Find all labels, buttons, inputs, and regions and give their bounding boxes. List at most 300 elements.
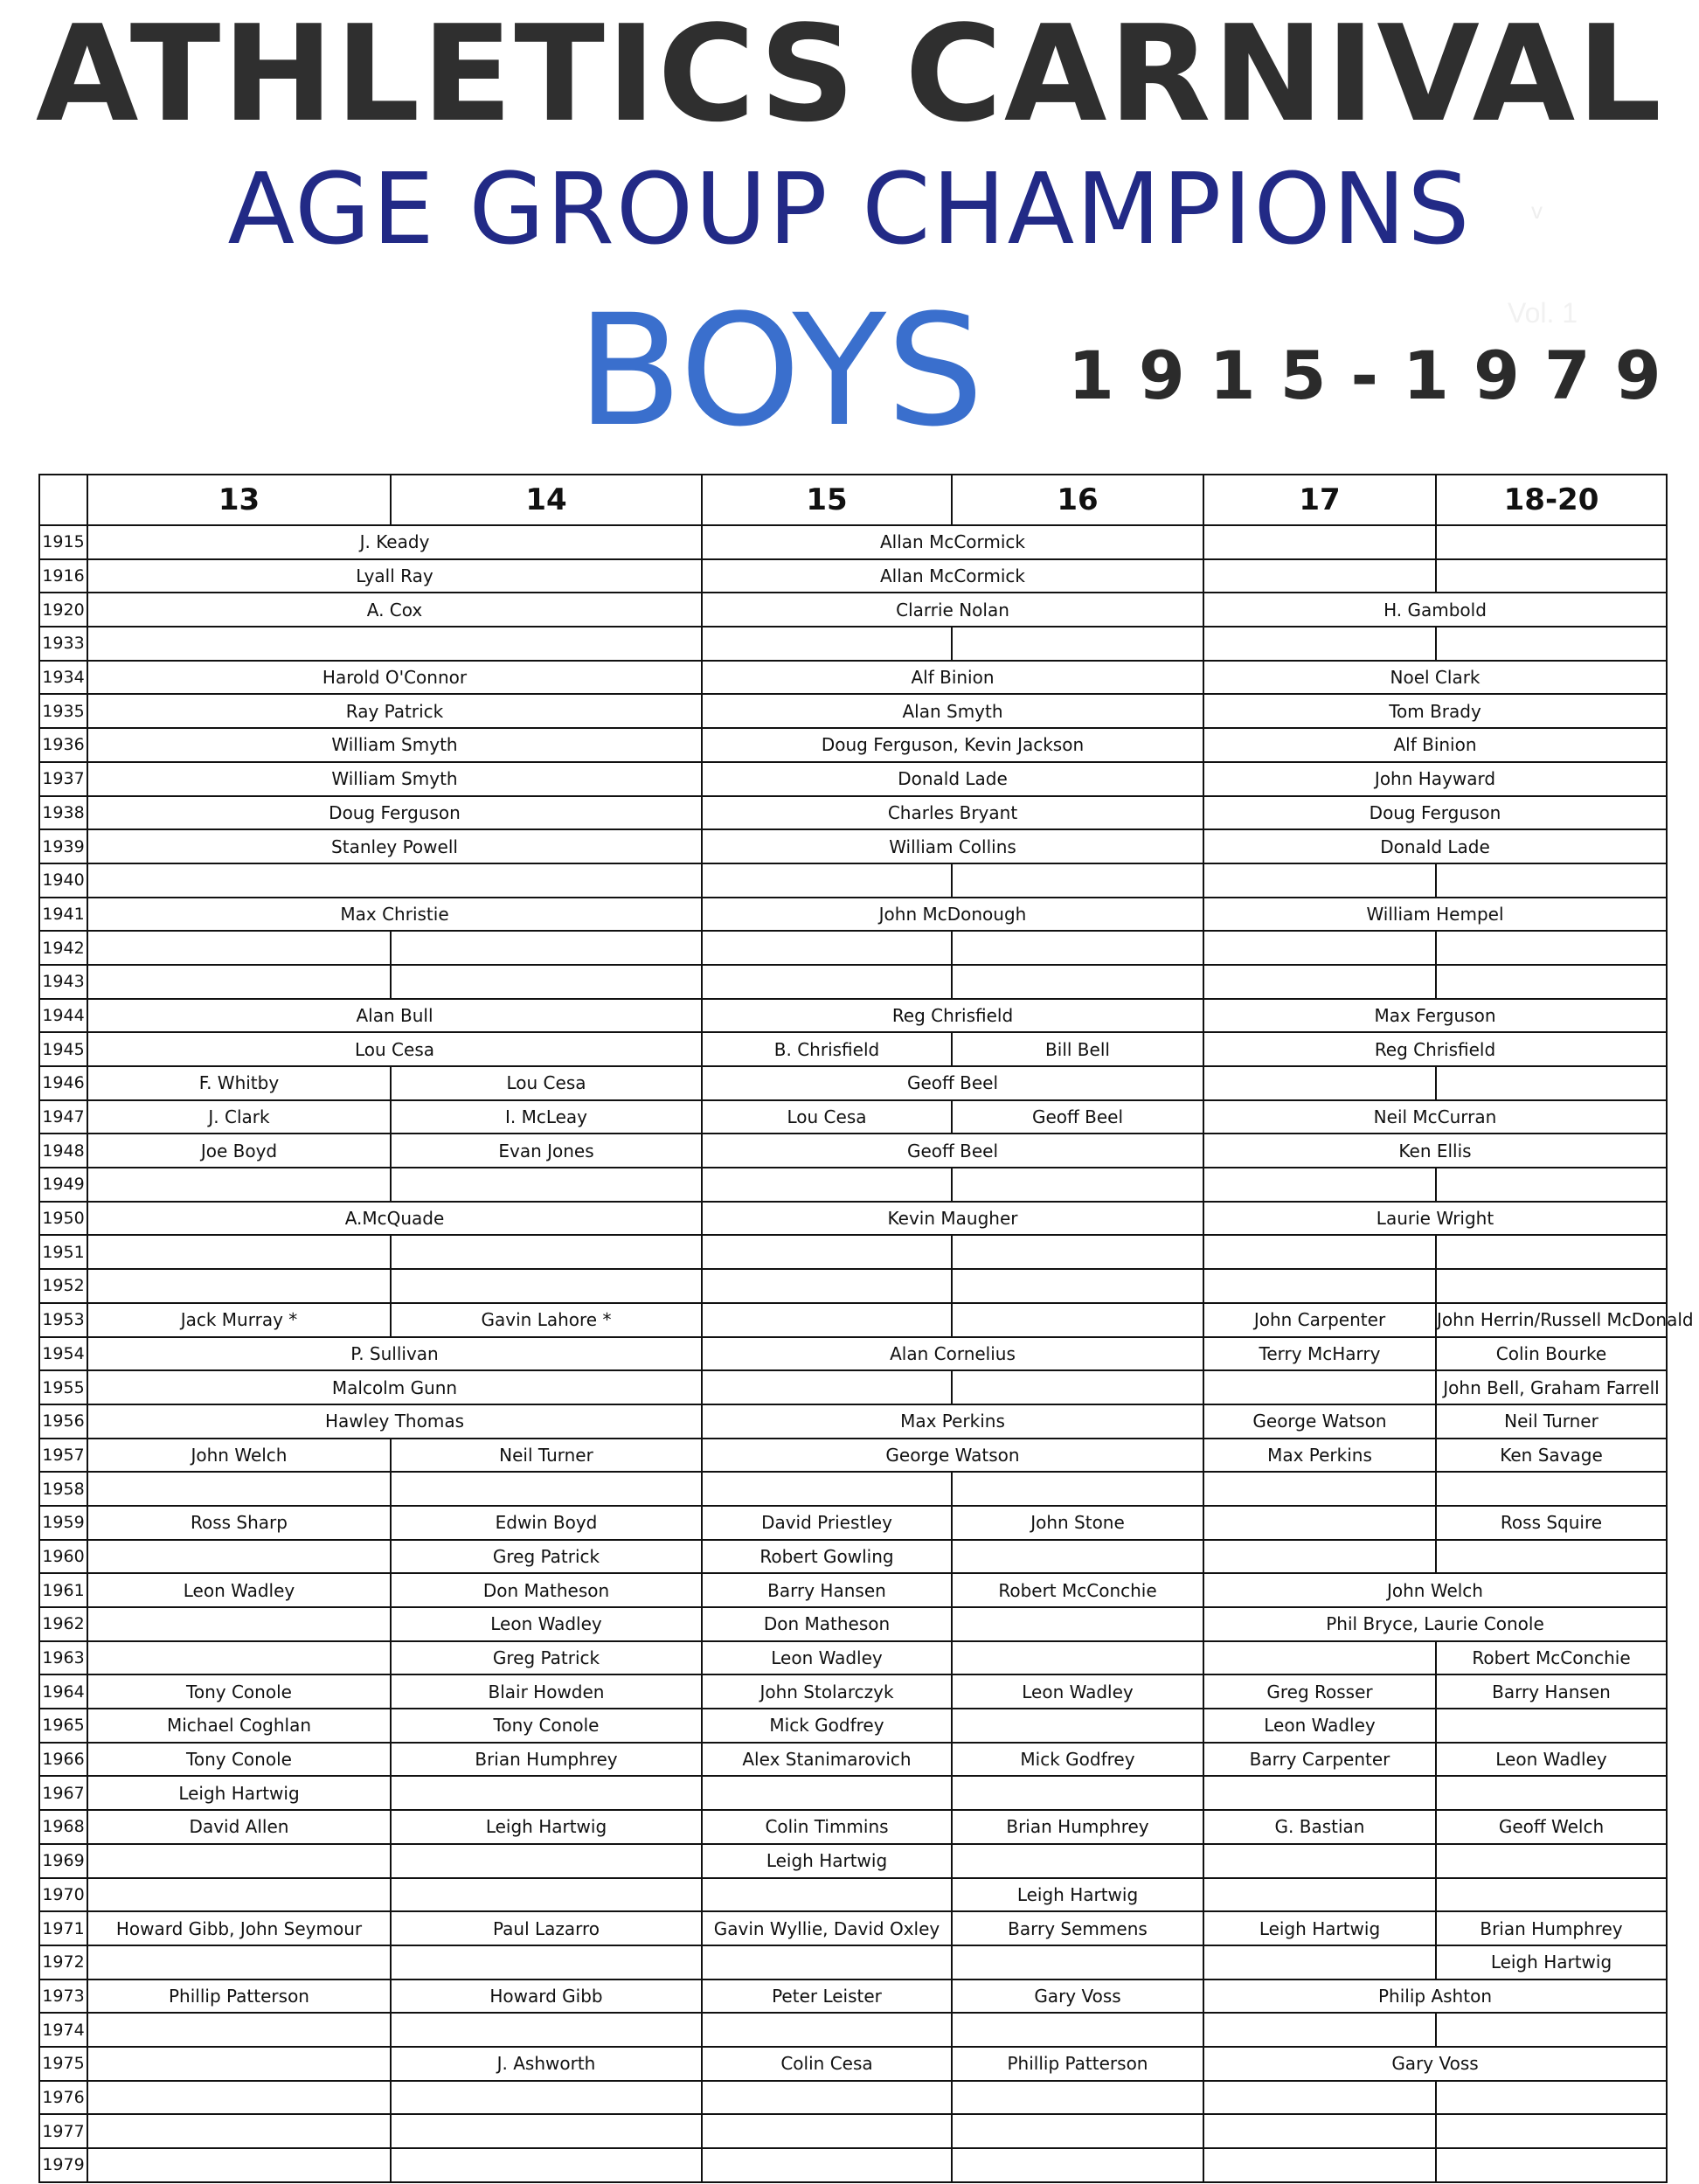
table-row	[39, 898, 1667, 932]
champion-cell	[952, 1168, 1203, 1202]
champion-cell	[1436, 2081, 1667, 2115]
champion-cell: Leon Wadley	[702, 1641, 952, 1675]
champion-cell	[1203, 1168, 1436, 1202]
champion-cell	[391, 1776, 702, 1810]
table-row	[39, 762, 1667, 796]
champion-cell	[87, 2047, 391, 2081]
champion-cell: Greg Patrick	[391, 1540, 702, 1574]
champion-cell: Leon Wadley	[87, 1573, 391, 1607]
champion-cell	[702, 863, 952, 898]
champion-cell: J. Ashworth	[391, 2047, 702, 2081]
champion-cell	[1436, 1472, 1667, 1506]
champion-cell: Leon Wadley	[1203, 1709, 1436, 1743]
champion-cell	[1203, 1370, 1436, 1404]
table-row	[39, 1439, 1667, 1473]
champion-cell	[87, 1844, 391, 1878]
champion-cell	[87, 2148, 391, 2182]
page-title: ATHLETICS CARNIVAL	[35, 0, 1664, 151]
table-row	[39, 1844, 1667, 1878]
champion-cell: John Bell, Graham Farrell	[1436, 1370, 1667, 1404]
champion-cell: Blair Howden	[391, 1674, 702, 1709]
champion-cell	[952, 1370, 1203, 1404]
table-row	[39, 1100, 1667, 1134]
champion-cell: Charles Bryant	[702, 796, 1203, 830]
champion-cell	[87, 2013, 391, 2047]
champion-cell: Malcolm Gunn	[87, 1370, 702, 1404]
year-cell: 1937	[39, 762, 87, 796]
champion-cell	[87, 2114, 391, 2148]
category-heading: BOYS	[577, 281, 984, 461]
year-cell: 1970	[39, 1878, 87, 1912]
champion-cell	[1436, 1168, 1667, 1202]
champion-cell: Bill Bell	[952, 1032, 1203, 1066]
column-header: 18-20	[1436, 475, 1667, 525]
champion-cell: Neil Turner	[391, 1439, 702, 1473]
table-row	[39, 1607, 1667, 1641]
champion-cell: Jack Murray *	[87, 1303, 391, 1337]
champion-cell: David Priestley	[702, 1506, 952, 1540]
champion-cell: Kevin Maugher	[702, 1202, 1203, 1236]
column-header: 14	[391, 475, 702, 525]
champion-cell	[952, 2148, 1203, 2182]
table-row	[39, 1337, 1667, 1371]
year-cell: 1944	[39, 999, 87, 1033]
champion-cell: Peter Leister	[702, 1979, 952, 2014]
table-row	[39, 559, 1667, 593]
champion-cell	[1203, 1066, 1436, 1100]
year-cell: 1920	[39, 593, 87, 627]
champion-cell: J. Keady	[87, 525, 702, 559]
champion-cell: Brian Humphrey	[952, 1810, 1203, 1844]
table-row	[39, 1911, 1667, 1945]
year-cell: 1936	[39, 728, 87, 762]
champion-cell: Phil Bryce, Laurie Conole	[1203, 1607, 1667, 1641]
champion-cell	[952, 1641, 1203, 1675]
champion-cell	[952, 1540, 1203, 1574]
champion-cell: Joe Boyd	[87, 1134, 391, 1168]
champion-cell: Neil Turner	[1436, 1404, 1667, 1439]
champion-cell: Barry Semmens	[952, 1911, 1203, 1945]
champion-cell	[952, 2114, 1203, 2148]
champion-cell: Paul Lazarro	[391, 1911, 702, 1945]
year-cell: 1957	[39, 1439, 87, 1473]
champion-cell	[702, 1878, 952, 1912]
year-cell: 1938	[39, 796, 87, 830]
table-row	[39, 1168, 1667, 1202]
champion-cell: Phillip Patterson	[952, 2047, 1203, 2081]
champion-cell: Don Matheson	[391, 1573, 702, 1607]
champion-cell: Mick Godfrey	[952, 1743, 1203, 1777]
champion-cell	[952, 1269, 1203, 1303]
table-row	[39, 728, 1667, 762]
champion-cell	[391, 1269, 702, 1303]
column-header: 15	[702, 475, 952, 525]
champion-cell: F. Whitby	[87, 1066, 391, 1100]
table-row	[39, 1540, 1667, 1574]
year-cell: 1960	[39, 1540, 87, 1574]
table-row	[39, 593, 1667, 627]
champion-cell	[87, 1607, 391, 1641]
champion-cell: Gavin Lahore *	[391, 1303, 702, 1337]
table-body	[39, 525, 1694, 2182]
table-row	[39, 1235, 1667, 1269]
champion-cell	[87, 1540, 391, 1574]
champion-cell	[87, 863, 702, 898]
table-row	[39, 525, 1667, 559]
year-cell: 1977	[39, 2114, 87, 2148]
champion-cell	[87, 1269, 391, 1303]
champion-cell	[1203, 1641, 1436, 1675]
table-row	[39, 796, 1667, 830]
champion-cell: G. Bastian	[1203, 1810, 1436, 1844]
champion-cell: Leigh Hartwig	[702, 1844, 952, 1878]
champion-cell	[1436, 2148, 1667, 2182]
champion-cell: Tony Conole	[87, 1743, 391, 1777]
champion-cell: Gavin Wyllie, David Oxley	[702, 1911, 952, 1945]
table-row	[39, 829, 1667, 863]
champion-cell	[1436, 1066, 1667, 1100]
champion-cell: Evan Jones	[391, 1134, 702, 1168]
champion-cell: Robert McConchie	[952, 1573, 1203, 1607]
champion-cell: Leigh Hartwig	[1203, 1911, 1436, 1945]
champion-cell	[952, 627, 1203, 661]
champion-cell	[702, 931, 952, 965]
champion-cell: Tony Conole	[87, 1674, 391, 1709]
champion-cell: John Welch	[87, 1439, 391, 1473]
champion-cell: William Smyth	[87, 728, 702, 762]
champion-cell	[1436, 1844, 1667, 1878]
champion-cell	[1203, 1776, 1436, 1810]
champion-cell	[702, 2114, 952, 2148]
year-cell: 1973	[39, 1979, 87, 2014]
champion-cell: Howard Gibb	[391, 1979, 702, 2014]
champion-cell: Doug Ferguson, Kevin Jackson	[702, 728, 1203, 762]
champion-cell: Robert McConchie	[1436, 1641, 1667, 1675]
champion-cell: William Collins	[702, 829, 1203, 863]
champion-cell: Alan Smyth	[702, 694, 1203, 728]
champion-cell: Colin Bourke	[1436, 1337, 1667, 1371]
champion-cell	[391, 1878, 702, 1912]
champion-cell	[702, 1945, 952, 1979]
champion-cell: Lou Cesa	[391, 1066, 702, 1100]
champion-cell: Barry Hansen	[702, 1573, 952, 1607]
year-cell: 1951	[39, 1235, 87, 1269]
table-row	[39, 931, 1667, 965]
champion-cell	[952, 965, 1203, 999]
champion-cell: Philip Ashton	[1203, 1979, 1667, 2014]
champion-cell: John Welch	[1203, 1573, 1667, 1607]
champion-cell: John Herrin/Russell McDonald	[1436, 1303, 1667, 1337]
column-header: 16	[952, 475, 1203, 525]
champion-cell: Alan Bull	[87, 999, 702, 1033]
champion-cell	[952, 863, 1203, 898]
champion-cell	[702, 1776, 952, 1810]
faint-watermark: Vol. 1	[1508, 297, 1578, 329]
table-row	[39, 1134, 1667, 1168]
table-row	[39, 1878, 1667, 1912]
year-cell: 1947	[39, 1100, 87, 1134]
champion-cell	[952, 1776, 1203, 1810]
champion-cell: George Watson	[1203, 1404, 1436, 1439]
champion-cell	[391, 1472, 702, 1506]
champion-cell: Leigh Hartwig	[1436, 1945, 1667, 1979]
champion-cell	[1436, 1269, 1667, 1303]
year-column-header	[39, 475, 87, 525]
champion-cell: Mick Godfrey	[702, 1709, 952, 1743]
champion-cell: Allan McCormick	[702, 559, 1203, 593]
column-header: 17	[1203, 475, 1436, 525]
champion-cell	[1436, 965, 1667, 999]
champion-cell: I. McLeay	[391, 1100, 702, 1134]
year-cell: 1967	[39, 1776, 87, 1810]
champion-cell	[87, 1878, 391, 1912]
champion-cell	[1203, 559, 1436, 593]
champion-cell: P. Sullivan	[87, 1337, 702, 1371]
table-row	[39, 1370, 1667, 1404]
champion-cell: Lou Cesa	[702, 1100, 952, 1134]
champion-cell	[391, 2148, 702, 2182]
champion-cell: Barry Carpenter	[1203, 1743, 1436, 1777]
champion-cell: Stanley Powell	[87, 829, 702, 863]
champion-cell	[1203, 863, 1436, 898]
table-row	[39, 1979, 1667, 2014]
champion-cell: Edwin Boyd	[391, 1506, 702, 1540]
champion-cell: Laurie Wright	[1203, 1202, 1667, 1236]
champion-cell: William Smyth	[87, 762, 702, 796]
champion-cell	[952, 1607, 1203, 1641]
champion-cell: Reg Chrisfield	[702, 999, 1203, 1033]
champion-cell	[391, 1168, 702, 1202]
year-cell: 1972	[39, 1945, 87, 1979]
year-cell: 1966	[39, 1743, 87, 1777]
champion-cell: John McDonough	[702, 898, 1203, 932]
champion-cell	[1203, 1269, 1436, 1303]
champion-cell	[952, 1844, 1203, 1878]
table-row	[39, 1032, 1667, 1066]
champion-cell: Alex Stanimarovich	[702, 1743, 952, 1777]
champion-cell	[952, 1945, 1203, 1979]
year-cell: 1958	[39, 1472, 87, 1506]
year-cell: 1943	[39, 965, 87, 999]
champions-table	[38, 474, 1694, 2183]
table-row	[39, 1506, 1667, 1540]
champion-cell	[702, 1269, 952, 1303]
year-range: 1915-1979	[1068, 336, 1686, 414]
year-cell: 1945	[39, 1032, 87, 1066]
table-row	[39, 999, 1667, 1033]
champion-cell: Gary Voss	[952, 1979, 1203, 2014]
champion-cell	[702, 1168, 952, 1202]
champion-cell: Brian Humphrey	[1436, 1911, 1667, 1945]
champion-cell	[702, 627, 952, 661]
champion-cell: J. Clark	[87, 1100, 391, 1134]
table-row	[39, 2081, 1667, 2115]
champion-cell	[952, 1303, 1203, 1337]
year-cell: 1968	[39, 1810, 87, 1844]
champion-cell: Don Matheson	[702, 1607, 952, 1641]
faint-watermark-mark: v	[1531, 198, 1543, 224]
table-row	[39, 1810, 1667, 1844]
champion-cell: Gary Voss	[1203, 2047, 1667, 2081]
champion-cell: Reg Chrisfield	[1203, 1032, 1667, 1066]
champion-cell	[391, 965, 702, 999]
champion-cell: Leon Wadley	[391, 1607, 702, 1641]
table-row	[39, 1573, 1667, 1607]
champion-cell: H. Gambold	[1203, 593, 1667, 627]
champion-cell	[1203, 627, 1436, 661]
table-row	[39, 2148, 1667, 2182]
champion-cell: Colin Timmins	[702, 1810, 952, 1844]
champion-cell	[702, 2013, 952, 2047]
champion-cell: Max Christie	[87, 898, 702, 932]
champion-cell	[87, 627, 702, 661]
champion-cell: Greg Rosser	[1203, 1674, 1436, 1709]
champion-cell	[952, 931, 1203, 965]
champion-cell	[87, 1235, 391, 1269]
table-row	[39, 661, 1667, 695]
table-row	[39, 1269, 1667, 1303]
champion-cell: A.McQuade	[87, 1202, 702, 1236]
champion-cell: William Hempel	[1203, 898, 1667, 932]
champion-cell: Donald Lade	[702, 762, 1203, 796]
champion-cell	[1203, 1472, 1436, 1506]
champion-cell: Leigh Hartwig	[391, 1810, 702, 1844]
champion-cell: Geoff Beel	[702, 1134, 1203, 1168]
champion-cell: Robert Gowling	[702, 1540, 952, 1574]
champion-cell	[1203, 965, 1436, 999]
champion-cell	[1203, 2114, 1436, 2148]
champion-cell	[952, 2081, 1203, 2115]
champion-cell: Hawley Thomas	[87, 1404, 702, 1439]
champion-cell: Leigh Hartwig	[87, 1776, 391, 1810]
champion-cell: Terry McHarry	[1203, 1337, 1436, 1371]
year-cell: 1940	[39, 863, 87, 898]
champion-cell	[1436, 2114, 1667, 2148]
year-cell: 1962	[39, 1607, 87, 1641]
year-cell: 1941	[39, 898, 87, 932]
year-cell: 1965	[39, 1709, 87, 1743]
year-cell: 1956	[39, 1404, 87, 1439]
champion-cell	[702, 1303, 952, 1337]
champion-cell	[1203, 931, 1436, 965]
year-cell: 1946	[39, 1066, 87, 1100]
champion-cell	[1203, 1235, 1436, 1269]
table-row	[39, 1709, 1667, 1743]
champion-cell	[391, 931, 702, 965]
year-cell: 1939	[39, 829, 87, 863]
year-cell: 1954	[39, 1337, 87, 1371]
champion-cell	[702, 1472, 952, 1506]
champion-cell: Alf Binion	[702, 661, 1203, 695]
champion-cell: John Carpenter	[1203, 1303, 1436, 1337]
champion-cell: Howard Gibb, John Seymour	[87, 1911, 391, 1945]
champion-cell: Ken Savage	[1436, 1439, 1667, 1473]
champion-cell: George Watson	[702, 1439, 1203, 1473]
champion-cell	[1436, 1235, 1667, 1269]
champion-cell	[1203, 2081, 1436, 2115]
champion-cell: Leigh Hartwig	[952, 1878, 1203, 1912]
champion-cell: David Allen	[87, 1810, 391, 1844]
year-cell: 1949	[39, 1168, 87, 1202]
champion-cell: Max Perkins	[702, 1404, 1203, 1439]
champion-cell: Barry Hansen	[1436, 1674, 1667, 1709]
champion-cell	[87, 965, 391, 999]
year-cell: 1955	[39, 1370, 87, 1404]
year-cell: 1942	[39, 931, 87, 965]
table-row	[39, 1303, 1667, 1337]
champion-cell	[87, 1168, 391, 1202]
champion-cell	[952, 2013, 1203, 2047]
champion-cell	[87, 1641, 391, 1675]
table-row	[39, 1743, 1667, 1777]
champion-cell	[391, 2114, 702, 2148]
champion-cell: Donald Lade	[1203, 829, 1667, 863]
year-cell: 1959	[39, 1506, 87, 1540]
champion-cell: Clarrie Nolan	[702, 593, 1203, 627]
year-cell: 1950	[39, 1202, 87, 1236]
champion-cell	[1203, 1945, 1436, 1979]
champion-cell: Colin Cesa	[702, 2047, 952, 2081]
year-cell: 1971	[39, 1911, 87, 1945]
champion-cell: B. Chrisfield	[702, 1032, 952, 1066]
champion-cell: John Stone	[952, 1506, 1203, 1540]
column-header: 13	[87, 475, 391, 525]
table-row	[39, 1674, 1667, 1709]
champion-cell	[87, 1945, 391, 1979]
year-cell: 1979	[39, 2148, 87, 2182]
champion-cell: A. Cox	[87, 593, 702, 627]
champion-cell: Phillip Patterson	[87, 1979, 391, 2014]
champion-cell	[391, 2081, 702, 2115]
champion-cell: Brian Humphrey	[391, 1743, 702, 1777]
champion-cell: Geoff Welch	[1436, 1810, 1667, 1844]
champion-cell	[1203, 1844, 1436, 1878]
year-cell: 1974	[39, 2013, 87, 2047]
champion-cell: Allan McCormick	[702, 525, 1203, 559]
year-cell: 1952	[39, 1269, 87, 1303]
table-row	[39, 1641, 1667, 1675]
champion-cell	[702, 965, 952, 999]
champion-cell	[1436, 1709, 1667, 1743]
champion-cell	[1203, 1506, 1436, 1540]
champion-cell: Lyall Ray	[87, 559, 702, 593]
champion-cell: Max Ferguson	[1203, 999, 1667, 1033]
champion-cell: Geoff Beel	[702, 1066, 1203, 1100]
champion-cell	[952, 1709, 1203, 1743]
champion-cell	[391, 1945, 702, 1979]
champion-cell	[952, 1235, 1203, 1269]
champion-cell: John Hayward	[1203, 762, 1667, 796]
table-row	[39, 627, 1667, 661]
champion-cell: Alf Binion	[1203, 728, 1667, 762]
champion-cell: Ross Sharp	[87, 1506, 391, 1540]
champion-cell: Leon Wadley	[1436, 1743, 1667, 1777]
table-row	[39, 1404, 1667, 1439]
champion-cell	[1436, 1776, 1667, 1810]
page-subtitle: AGE GROUP CHAMPIONS	[227, 153, 1472, 267]
year-cell: 1953	[39, 1303, 87, 1337]
champion-cell	[1203, 1878, 1436, 1912]
table-row	[39, 965, 1667, 999]
year-cell: 1948	[39, 1134, 87, 1168]
year-cell: 1976	[39, 2081, 87, 2115]
champion-cell	[1436, 863, 1667, 898]
champion-cell	[702, 2148, 952, 2182]
champion-cell	[391, 2013, 702, 2047]
year-cell: 1934	[39, 661, 87, 695]
champion-cell	[952, 1472, 1203, 1506]
table-row	[39, 2114, 1667, 2148]
